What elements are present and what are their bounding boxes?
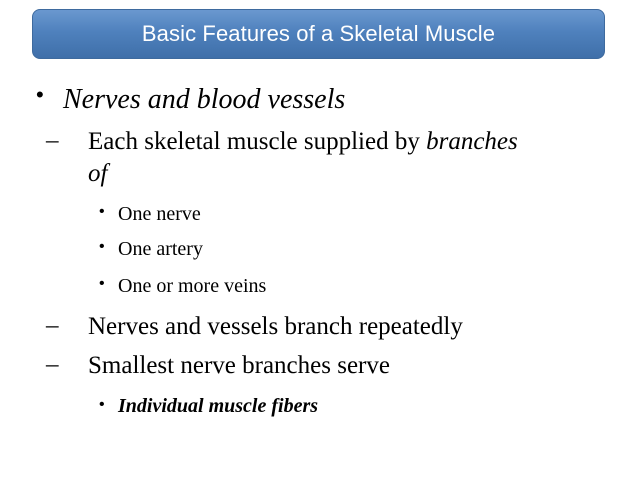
sub-bullet: • bbox=[99, 203, 105, 220]
dash-point2: – bbox=[46, 312, 59, 339]
bullet-level1: • bbox=[36, 82, 44, 107]
sub-bullet: • bbox=[99, 238, 105, 255]
point1-text-italic-a: branches bbox=[426, 128, 518, 155]
level1-heading: Nerves and blood vessels bbox=[63, 84, 346, 115]
subitem-one-artery: One artery bbox=[118, 238, 203, 260]
subitem-one-nerve: One nerve bbox=[118, 203, 201, 225]
dash-point1: – bbox=[46, 127, 59, 154]
point1-text-italic-b: of bbox=[88, 160, 108, 187]
dash-point3: – bbox=[46, 351, 59, 378]
slide-title: Basic Features of a Skeletal Muscle bbox=[141, 21, 496, 46]
point2-text: Nerves and vessels branch repeatedly bbox=[88, 313, 463, 340]
subitem-veins: One or more veins bbox=[118, 275, 267, 297]
point1-line1 bbox=[88, 128, 518, 156]
sub-bullet: • bbox=[99, 396, 105, 413]
subitem-individual-fibers: Individual muscle fibers bbox=[118, 395, 319, 417]
sub-bullet: • bbox=[99, 275, 105, 292]
point3-text: Smallest nerve branches serve bbox=[88, 352, 390, 379]
point1-text-main: Each skeletal muscle supplied by bbox=[88, 128, 427, 155]
title-bar bbox=[32, 9, 605, 59]
